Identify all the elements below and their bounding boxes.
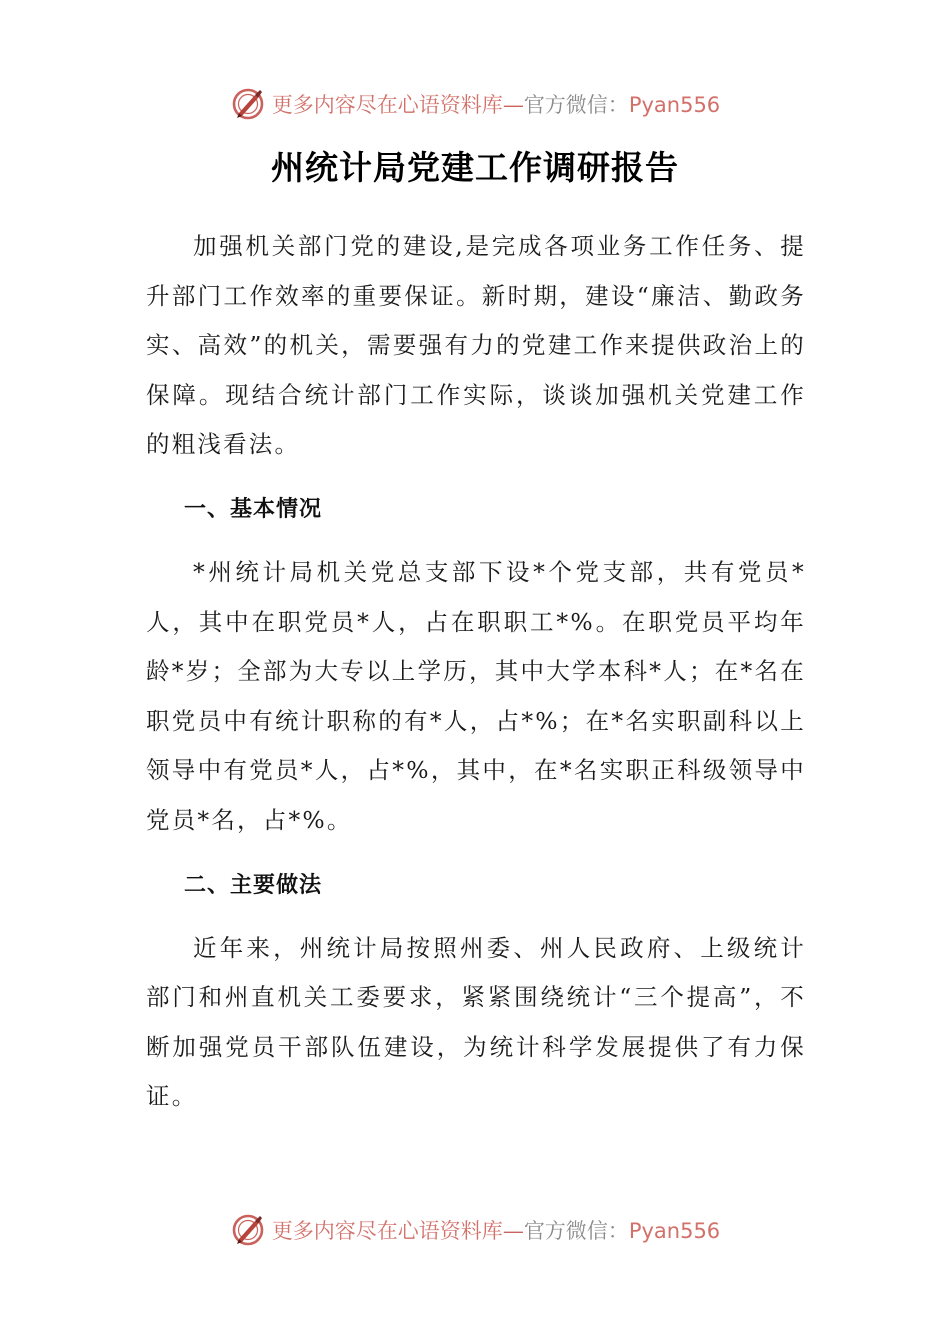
watermark-wechat-label: 官方微信：: [523, 1219, 629, 1243]
pen-badge-icon: [230, 1212, 266, 1248]
watermark-wechat-id: Pyan556: [628, 93, 721, 117]
watermark-text: [272, 1215, 720, 1245]
footer-watermark: [0, 1210, 950, 1250]
watermark-separator: —: [502, 93, 524, 117]
watermark-separator: —: [502, 1219, 524, 1243]
pen-badge-icon: [230, 86, 266, 122]
document-body: [146, 222, 806, 1122]
watermark-wechat-id: Pyan556: [628, 1219, 721, 1243]
section-heading-main-practices: 二、主要做法: [184, 872, 323, 898]
page-title: 州统计局党建工作调研报告: [271, 148, 679, 187]
section-heading-basic-situation: 一、基本情况: [184, 496, 323, 522]
section-body-basic-situation: *州统计局机关党总支部下设*个党支部，共有党员*人，其中在职党员*人，占在职职工*%。在职党员平均年龄*岁；全部为大专以上学历，其中大学本科*人；在*名在职党员中有统计职称的有*人，占*%；在*名实职副科以上领导中有党员*人，占*%，其中，在*名实职正科级领导中党员*名，占*%。: [146, 557, 806, 834]
watermark-wechat-label: 官方微信：: [523, 93, 629, 117]
watermark-main-text: 更多内容尽在心语资料库: [271, 93, 503, 117]
watermark-text: [272, 89, 720, 119]
header-watermark: [0, 84, 950, 124]
intro-paragraph: 加强机关部门党的建设,是完成各项业务工作任务、提升部门工作效率的重要保证。新时期，建设“廉洁、勤政务实、高效”的机关，需要强有力的党建工作来提供政治上的保障。现结合统计部门工作实际，谈谈加强机关党建工作的粗浅看法。: [146, 232, 806, 459]
section-body-main-practices: 近年来，州统计局按照州委、州人民政府、上级统计部门和州直机关工委要求，紧紧围绕统计“三个提高”，不断加强党员干部队伍建设，为统计科学发展提供了有力保证。: [146, 933, 806, 1111]
watermark-main-text: 更多内容尽在心语资料库: [271, 1219, 503, 1243]
